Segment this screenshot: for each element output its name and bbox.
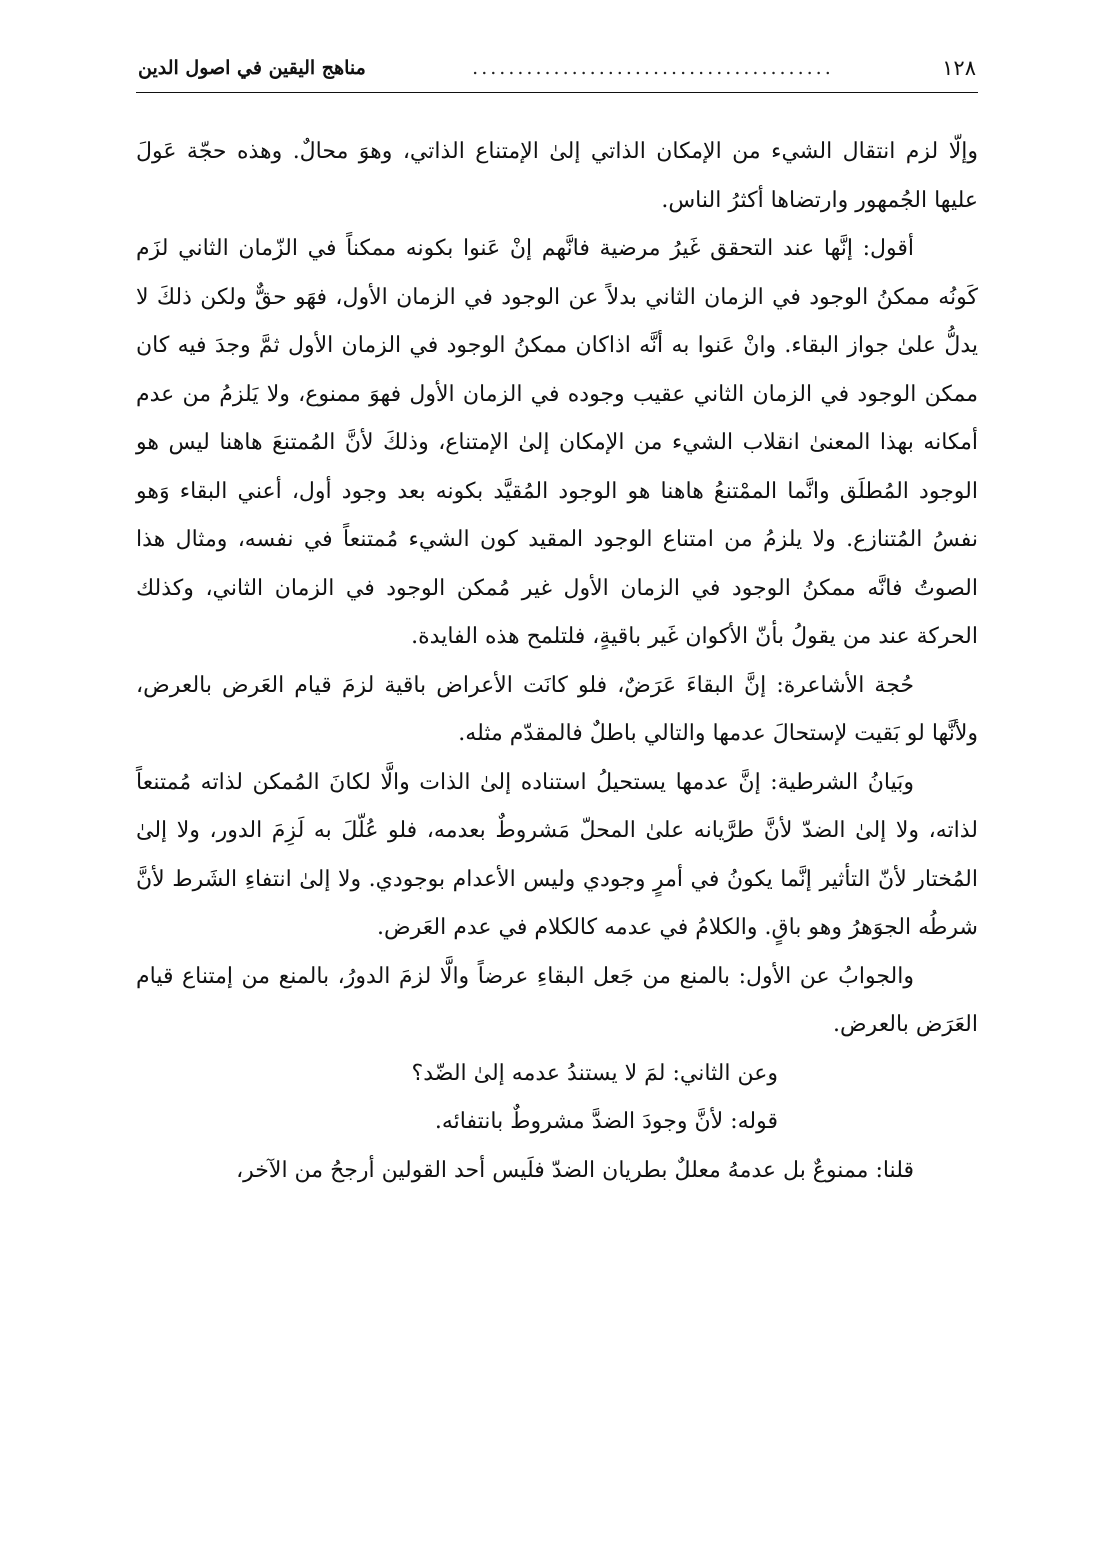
paragraph-answer-first: والجوابُ عن الأول: بالمنع من جَعل البقاءِ عرضاً والَّا لزمَ الدورُ، بالمنع من إمتناع قيام العَرَض بالعرض. [136, 963, 978, 1037]
paragraph-aqul: أقول: إنَّها عند التحقق غَيرُ مرضية فانَّهم إنْ عَنوا بكونه ممكناً في الزّمان الثاني لزَم كَونُه ممكنُ الوجود في الزمان الثاني بدلاً عن الوجود في الزمان الأول، فهَو حقٌّ ولكن ذلكَ لا يدلُّ علىٰ جواز البقاء. وانْ عَنوا به أنَّه اذاكان ممكنُ الوجود في الزمان الأول ثمَّ وجدَ فيه كان ممكن الوجود في الزمان الثاني عقيب وجوده في الزمان الأول فهوَ ممنوع، ولا يَلزمُ من عدم أمكانه بهذا المعنىٰ انقلاب الشيء من الإمكان إلىٰ الإمتناع، وذلكَ لأنَّ المُمتنعَ هاهنا ليس هو الوجود المُطلَق وانَّما الممْتنعُ هاهنا هو الوجود المُقيَّد بكونه بعد وجود أول، أعني البقاء وَهو نفسُ المُتنازع. ولا يلزمُ من امتناع الوجود المقيد كون الشيء مُمتنعاً في نفسه، ومثال هذا الصوتُ فانَّه ممكنُ الوجود في الزمان الأول غير مُمكن الوجود في الزمان الثاني، وكذلك الحركة عند من يقولُ بأنّ الأكوان غَير باقيةٍ، فلتلمح هذه الفايدة. [136, 236, 978, 649]
paragraph-his-statement: قوله: لأنَّ وجودَ الضدَّ مشروطٌ بانتفائه. [434, 1109, 778, 1134]
header-leader-dots: ........................................ [472, 57, 834, 79]
page-number: ١٢٨ [942, 56, 976, 80]
running-title: مناهج اليقين في اصول الدين [138, 57, 366, 79]
page-header [138, 48, 976, 88]
body-text [136, 128, 978, 1195]
paragraph-asharite-argument: حُجة الأشاعرة: إنَّ البقاءَ عَرَضٌ، فلو كانَت الأعراض باقية لزمَ قيام العَرض بالعرض، ولأنَّها لو بَقيت لإستحالَ عدمها والتالي باطلٌ فالمقدّم مثله. [136, 672, 978, 746]
header-rule [136, 92, 978, 93]
paragraph-we-said: قلنا: ممنوعٌ بل عدمهُ معللٌ بطريان الضدّ فلَيس أحد القولين أرجحُ من الآخر، [236, 1157, 914, 1183]
paragraph-conditional-explanation: وبَيانُ الشرطية: إنَّ عدمها يستحيلُ استناده إلىٰ الذات والَّا لكانَ المُمكن لذاته مُمتنعاً لذاته، ولا إلىٰ الضدّ لأنَّ طرَّيانه علىٰ المحلّ مَشروطٌ بعدمه، فلو عُلّلَ به لَزِمَ الدور، ولا إلىٰ المُختار لأنّ التأثير إنَّما يكونُ في أمرٍ وجودي وليس الأعدام بوجودي. ولا إلىٰ انتفاءِ الشَرط لأنَّ شرطُه الجوَهرُ وهو باقٍ. والكلامُ في عدمه كالكلام في عدم العَرض. [136, 769, 978, 940]
paragraph-answer-second: وعن الثاني: لمَ لا يستندُ عدمه إلىٰ الضّد؟ [411, 1060, 778, 1086]
paragraph-continuation: وإلّا لزم انتقال الشيء من الإمكان الذاتي إلىٰ الإمتناع الذاتي، وهوَ محالٌ. وهذه حجّة عَولَ عليها الجُمهور وارتضاها أكثرُ الناس. [136, 139, 978, 213]
